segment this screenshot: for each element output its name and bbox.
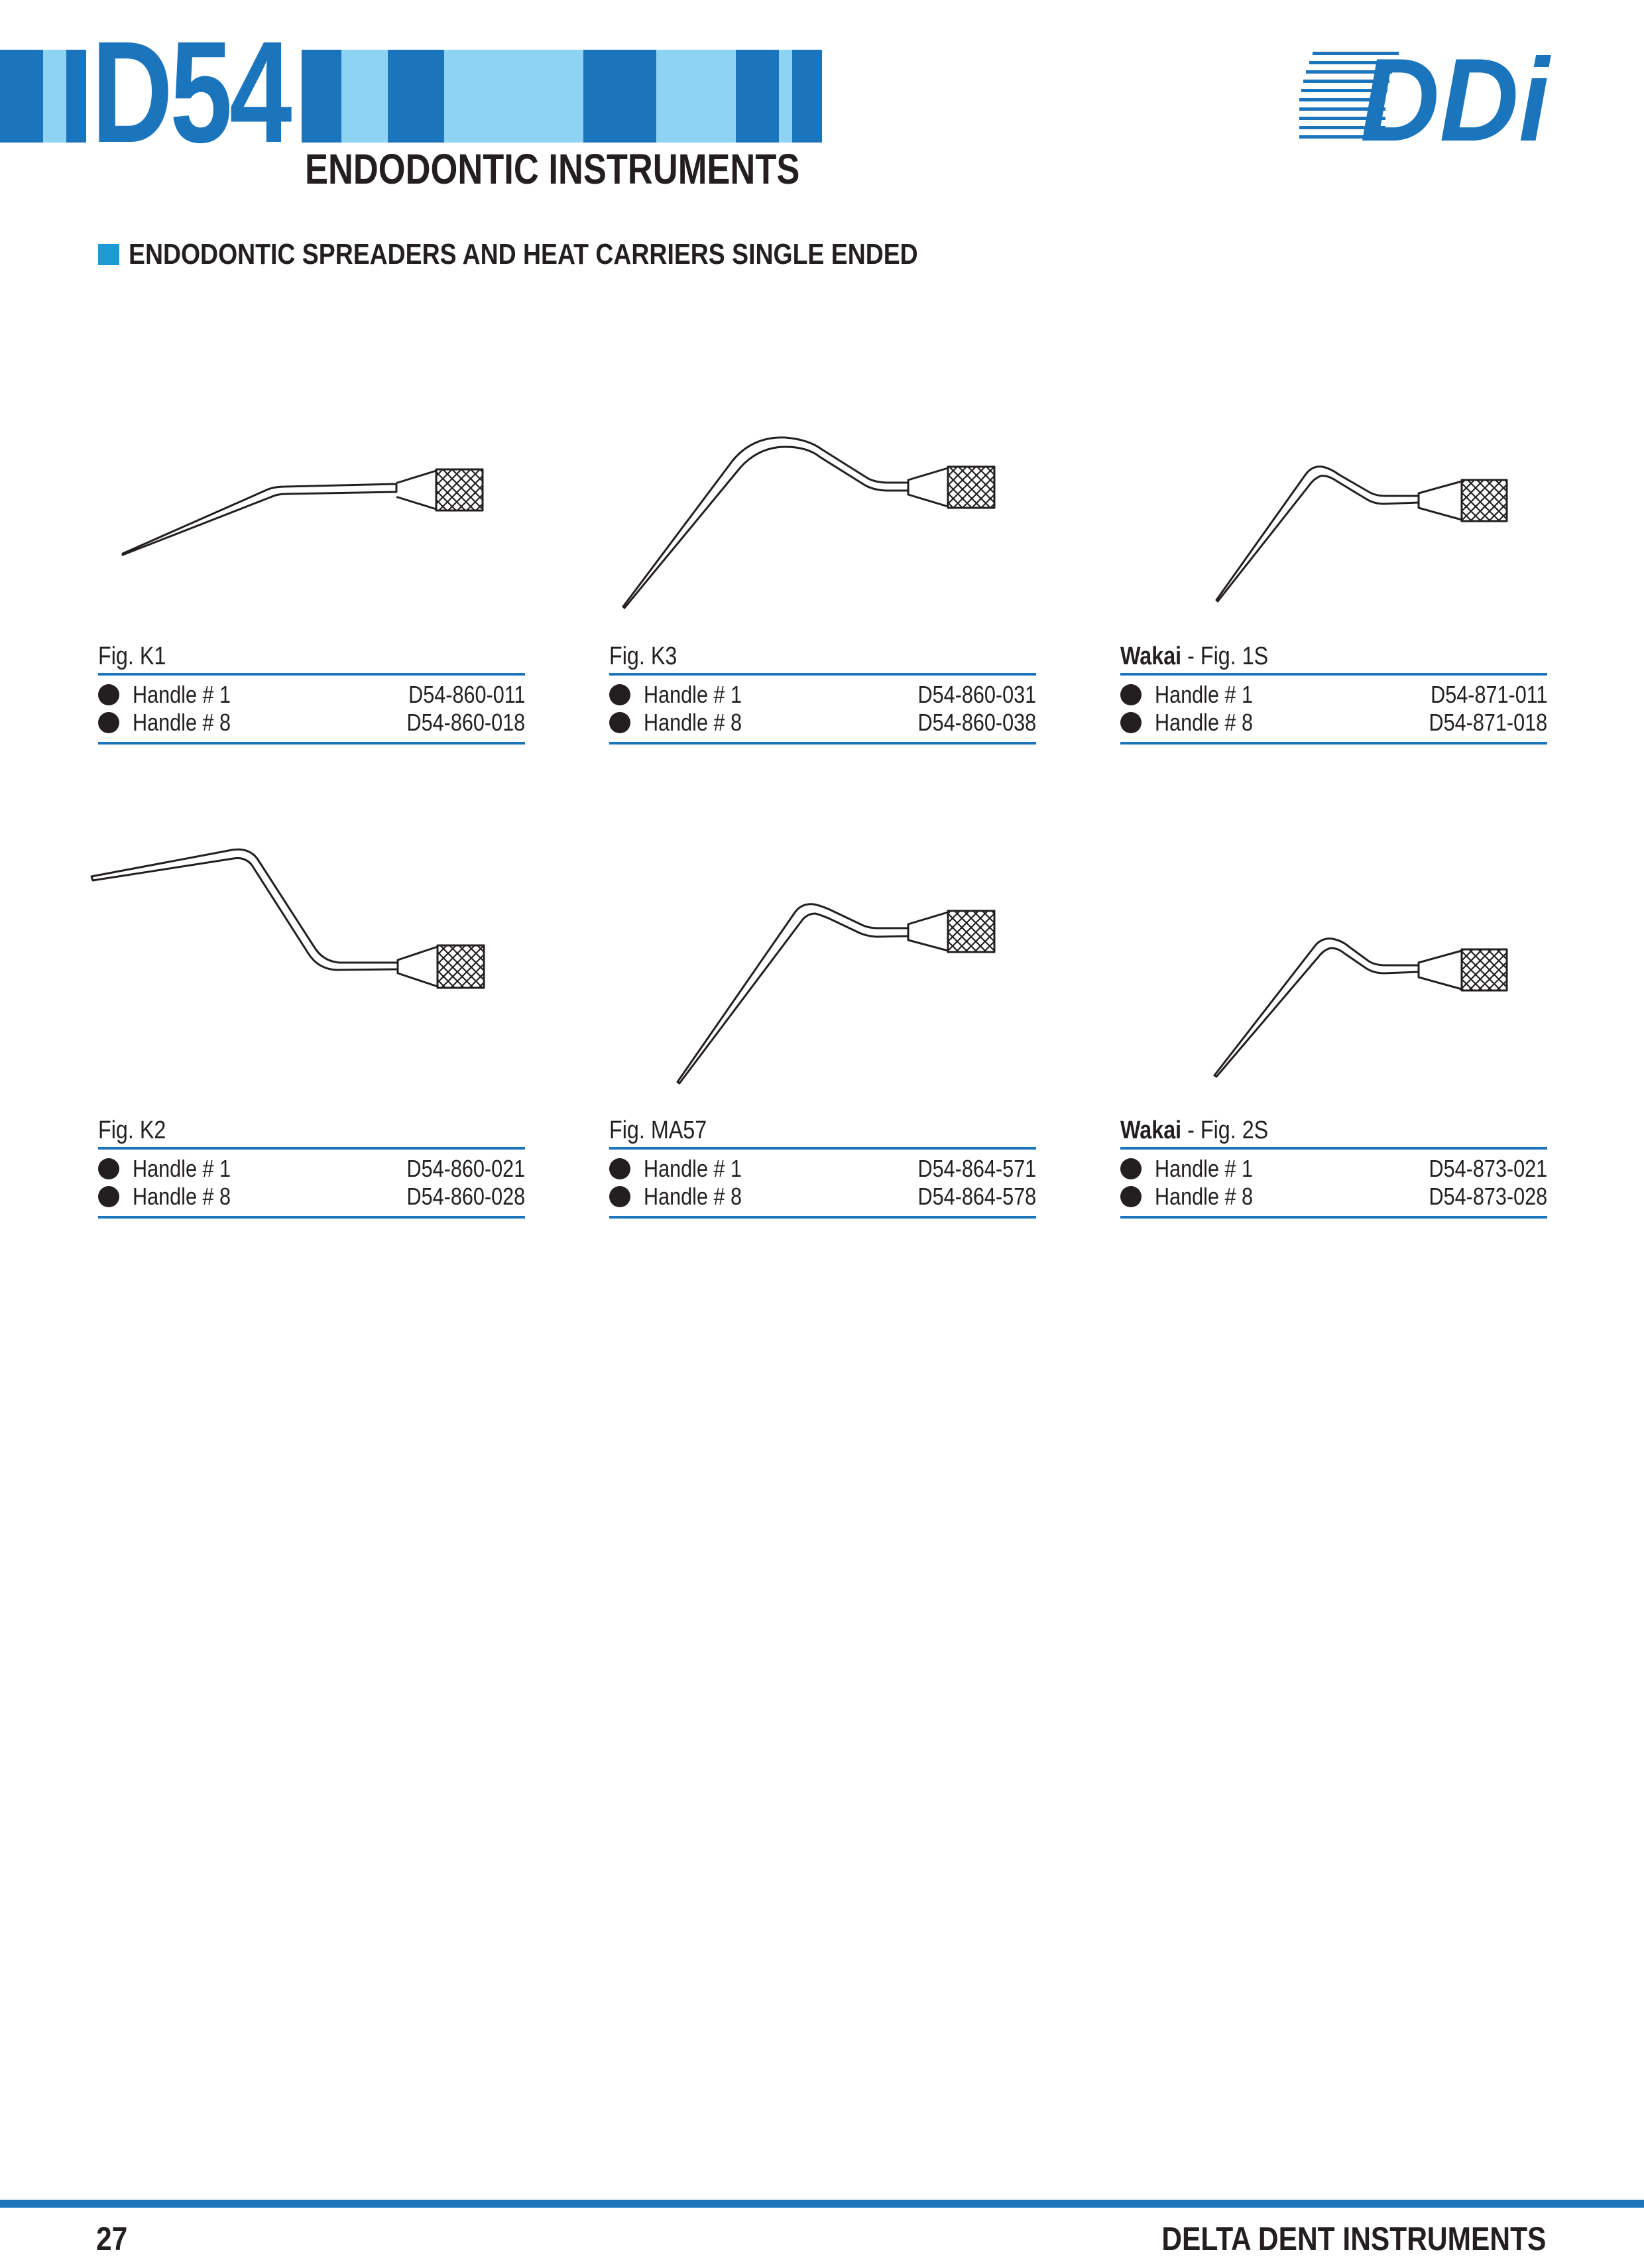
figure-label bbox=[98, 1114, 461, 1147]
bullet-icon bbox=[609, 1186, 630, 1207]
instrument-drawing-k1 bbox=[99, 451, 497, 583]
bullet-icon bbox=[609, 1158, 630, 1179]
page-number: 27 bbox=[96, 2220, 128, 2257]
variant-label: Handle # 8 bbox=[644, 709, 742, 736]
variant-row bbox=[1120, 709, 1547, 737]
variant-row bbox=[1120, 1155, 1547, 1183]
figure-name: Fig. 2S bbox=[1200, 1116, 1269, 1144]
product-card-k2 bbox=[98, 1114, 525, 1219]
instrument-drawing-wakai-2s bbox=[1206, 928, 1518, 1087]
figure-label bbox=[609, 1114, 972, 1147]
variant-row bbox=[98, 1155, 525, 1183]
table-bottom-rule bbox=[98, 1216, 525, 1219]
header-stripe bbox=[656, 50, 736, 143]
product-code: D54-860-038 bbox=[917, 709, 1036, 736]
product-code: D54-871-018 bbox=[1429, 709, 1547, 736]
figure-label bbox=[1120, 1114, 1483, 1147]
bullet-icon bbox=[98, 1158, 119, 1179]
product-code: D54-860-011 bbox=[408, 681, 525, 708]
product-code: D54-860-031 bbox=[917, 681, 1036, 708]
variant-label: Handle # 1 bbox=[133, 681, 231, 708]
variant-row bbox=[98, 1183, 525, 1211]
bullet-icon bbox=[1120, 684, 1142, 705]
header-stripe bbox=[66, 50, 86, 143]
variant-label: Handle # 1 bbox=[133, 1155, 231, 1182]
variant-row bbox=[98, 681, 525, 709]
ddi-logo bbox=[1299, 46, 1551, 146]
logo-text: DDi bbox=[1360, 46, 1551, 146]
product-card-wakai-1s bbox=[1120, 640, 1547, 745]
footer-rule bbox=[0, 2200, 1644, 2208]
variant-label: Handle # 1 bbox=[644, 1155, 742, 1182]
product-code: D54-860-018 bbox=[406, 709, 525, 736]
bullet-icon bbox=[1120, 1158, 1142, 1179]
figure-label bbox=[98, 640, 461, 673]
section-bullet-icon bbox=[98, 244, 119, 265]
section-heading bbox=[98, 239, 1057, 270]
figure-name: Fig. MA57 bbox=[609, 1116, 707, 1144]
table-bottom-rule bbox=[609, 1216, 1036, 1219]
instrument-drawing-k2 bbox=[86, 842, 497, 1001]
bullet-icon bbox=[1120, 712, 1142, 733]
variant-label: Handle # 1 bbox=[644, 681, 742, 708]
product-code: D54-864-578 bbox=[917, 1183, 1036, 1210]
brand-separator: - bbox=[1181, 1116, 1201, 1144]
table-bottom-rule bbox=[98, 742, 525, 745]
product-card-k3 bbox=[609, 640, 1036, 745]
catalog-code: D54 bbox=[91, 12, 289, 173]
header-stripe bbox=[302, 50, 341, 143]
header-stripe bbox=[43, 50, 66, 143]
bullet-icon bbox=[98, 1186, 119, 1207]
product-code: D54-873-021 bbox=[1429, 1155, 1547, 1182]
brand-name: Wakai bbox=[1120, 1116, 1182, 1144]
variant-label: Handle # 8 bbox=[1155, 1183, 1254, 1210]
variant-row bbox=[1120, 681, 1547, 709]
header-stripe bbox=[0, 50, 43, 143]
brand-separator: - bbox=[1181, 642, 1201, 670]
section-title: ENDODONTIC SPREADERS AND HEAT CARRIERS SINGLE ENDED bbox=[129, 238, 918, 270]
header-stripe bbox=[736, 50, 779, 143]
variant-row bbox=[609, 1155, 1036, 1183]
variant-row bbox=[609, 681, 1036, 709]
figure-name: Fig. K3 bbox=[609, 642, 677, 670]
header-stripe bbox=[388, 50, 444, 143]
variant-row bbox=[609, 1183, 1036, 1211]
variant-label: Handle # 8 bbox=[644, 1183, 742, 1210]
table-bottom-rule bbox=[1120, 1216, 1547, 1219]
table-bottom-rule bbox=[1120, 742, 1547, 745]
instrument-drawing-wakai-1s bbox=[1206, 451, 1518, 610]
figure-name: Fig. 1S bbox=[1200, 642, 1269, 670]
header-stripe bbox=[444, 50, 583, 143]
instrument-drawing-ma57 bbox=[670, 895, 1014, 1087]
product-code: D54-860-028 bbox=[406, 1183, 525, 1210]
variant-label: Handle # 8 bbox=[1155, 709, 1254, 736]
product-card-ma57 bbox=[609, 1114, 1036, 1219]
product-code: D54-860-021 bbox=[406, 1155, 525, 1182]
figure-name: Fig. K1 bbox=[98, 642, 166, 670]
product-card-wakai-2s bbox=[1120, 1114, 1547, 1219]
product-code: D54-873-028 bbox=[1429, 1183, 1547, 1210]
page-subtitle: ENDODONTIC INSTRUMENTS bbox=[305, 145, 800, 193]
instrument-drawing-k3 bbox=[610, 424, 1008, 617]
bullet-icon bbox=[609, 684, 630, 705]
variant-label: Handle # 8 bbox=[133, 709, 231, 736]
figure-name: Fig. K2 bbox=[98, 1116, 166, 1144]
bullet-icon bbox=[98, 684, 119, 705]
variant-label: Handle # 8 bbox=[133, 1183, 231, 1210]
bullet-icon bbox=[609, 712, 630, 733]
product-code: D54-864-571 bbox=[917, 1155, 1036, 1182]
variant-row bbox=[98, 709, 525, 737]
footer-brand: DELTA DENT INSTRUMENTS bbox=[1161, 2220, 1546, 2257]
variant-label: Handle # 1 bbox=[1155, 681, 1254, 708]
variant-row bbox=[1120, 1183, 1547, 1211]
figure-label bbox=[609, 640, 972, 673]
figure-label bbox=[1120, 640, 1483, 673]
bullet-icon bbox=[1120, 1186, 1142, 1207]
header-stripe bbox=[779, 50, 792, 143]
brand-name: Wakai bbox=[1120, 642, 1182, 670]
header-stripe bbox=[341, 50, 388, 143]
ddi-logo-graphic bbox=[1299, 46, 1551, 146]
product-code: D54-871-011 bbox=[1430, 681, 1547, 708]
bullet-icon bbox=[98, 712, 119, 733]
product-card-k1 bbox=[98, 640, 525, 745]
table-bottom-rule bbox=[609, 742, 1036, 745]
variant-row bbox=[609, 709, 1036, 737]
header-stripe bbox=[583, 50, 656, 143]
header-stripe bbox=[792, 50, 822, 143]
variant-label: Handle # 1 bbox=[1155, 1155, 1254, 1182]
